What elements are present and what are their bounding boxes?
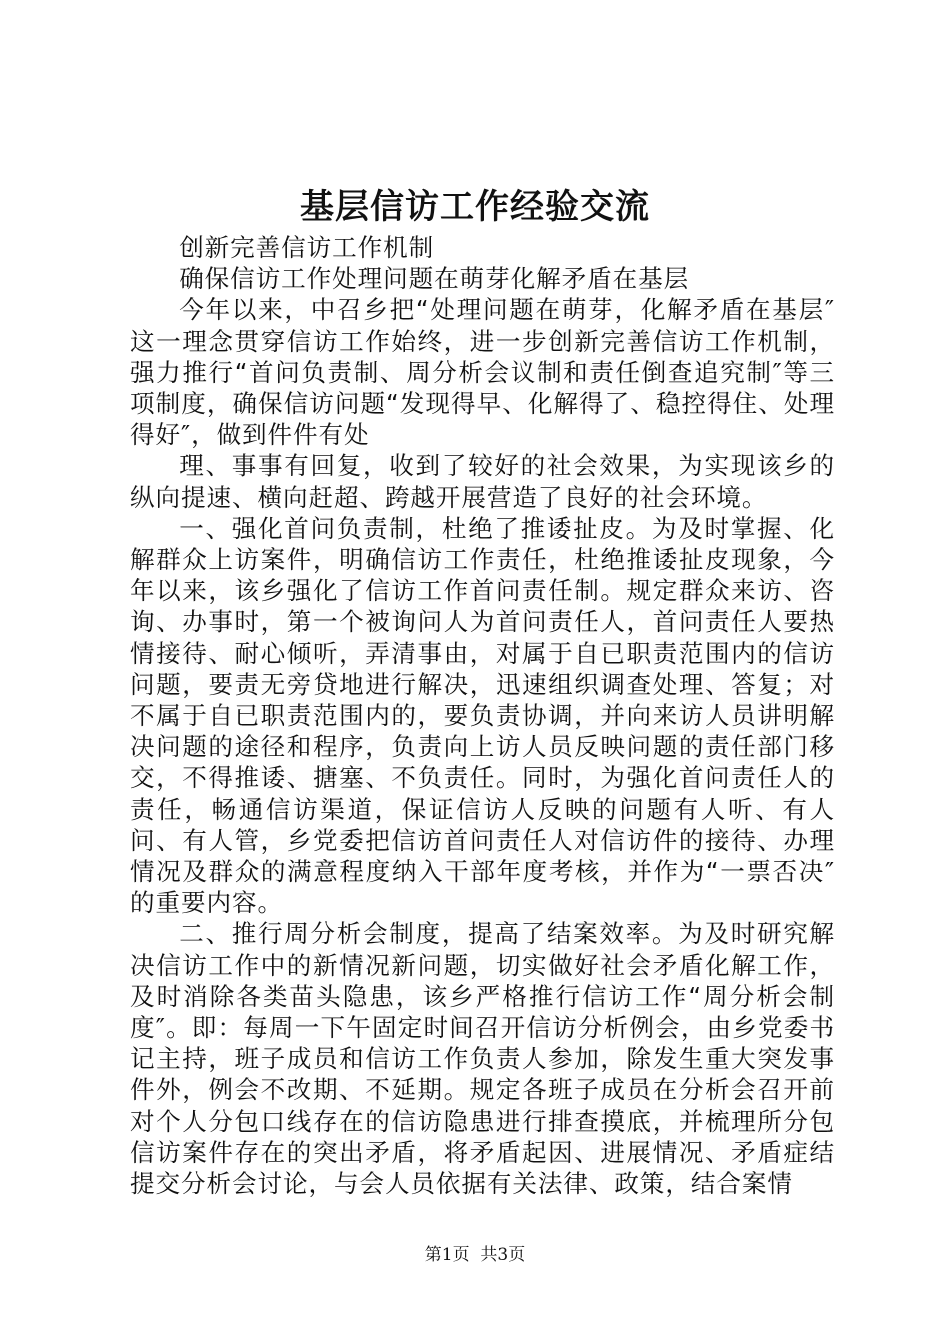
- body-paragraph: 理、事事有回复，收到了较好的社会效果，为实现该乡的纵向提速、横向赶超、跨越开展营造了良好的社会环境。: [130, 451, 835, 512]
- body-paragraph: 一、强化首问负责制，杜绝了推诿扯皮。为及时掌握、化解群众上访案件，明确信访工作责任，杜绝推诿扯皮现象，今年以来，该乡强化了信访工作首问责任制。规定群众来访、咨询、办事时，第一个被询问人为首问责任人，首问责任人要热情接待、耐心倾听，弄清事由，对属于自已职责范围内的信访问题，要责无旁贷地进行解决，迅速组织调查处理、答复；对不属于自已职责范围内的，要负责协调，并向来访人员讲明解决问题的途径和程序，负责向上访人员反映问题的责任部门移交，不得推诿、搪塞、不负责任。同时，为强化首问责任人的责任，畅通信访渠道，保证信访人反映的问题有人听、有人问、有人管，乡党委把信访首问责任人对信访件的接待、办理情况及群众的满意程度纳入干部年度考核，并作为“一票否决″的重要内容。: [130, 513, 835, 918]
- subtitle-line-2: 确保信访工作处理问题在萌芽化解矛盾在基层: [179, 264, 690, 294]
- document-title: 基层信访工作经验交流: [300, 187, 650, 227]
- subtitle-line-1: 创新完善信访工作机制: [179, 233, 435, 262]
- body-paragraph: 今年以来，中召乡把“处理问题在萌芽，化解矛盾在基层″这一理念贯穿信访工作始终，进一步创新完善信访工作机制，强力推行“首问负责制、周分析会议制和责任倒查追究制″等三项制度，确保信访问题“发现得早、化解得了、稳控得住、处理得好″，做到件件有处: [130, 295, 835, 450]
- body-paragraph: 二、推行周分析会制度，提高了结案效率。为及时研究解决信访工作中的新情况新问题，切实做好社会矛盾化解工作，及时消除各类苗头隐患，该乡严格推行信访工作“周分析会制度″。即：每周一下午固定时间召开信访分析例会，由乡党委书记主持，班子成员和信访工作负责人参加，除发生重大突发事件外，例会不改期、不延期。规定各班子成员在分析会召开前对个人分包口线存在的信访隐患进行排查摸底，并梳理所分包信访案件存在的突出矛盾，将矛盾起因、进展情况、矛盾症结提交分析会讨论，与会人员依据有关法律、政策，结合案情: [130, 919, 835, 1199]
- document-body: [130, 232, 835, 1199]
- page-number-footer: 第1页 共3页: [424, 1245, 526, 1265]
